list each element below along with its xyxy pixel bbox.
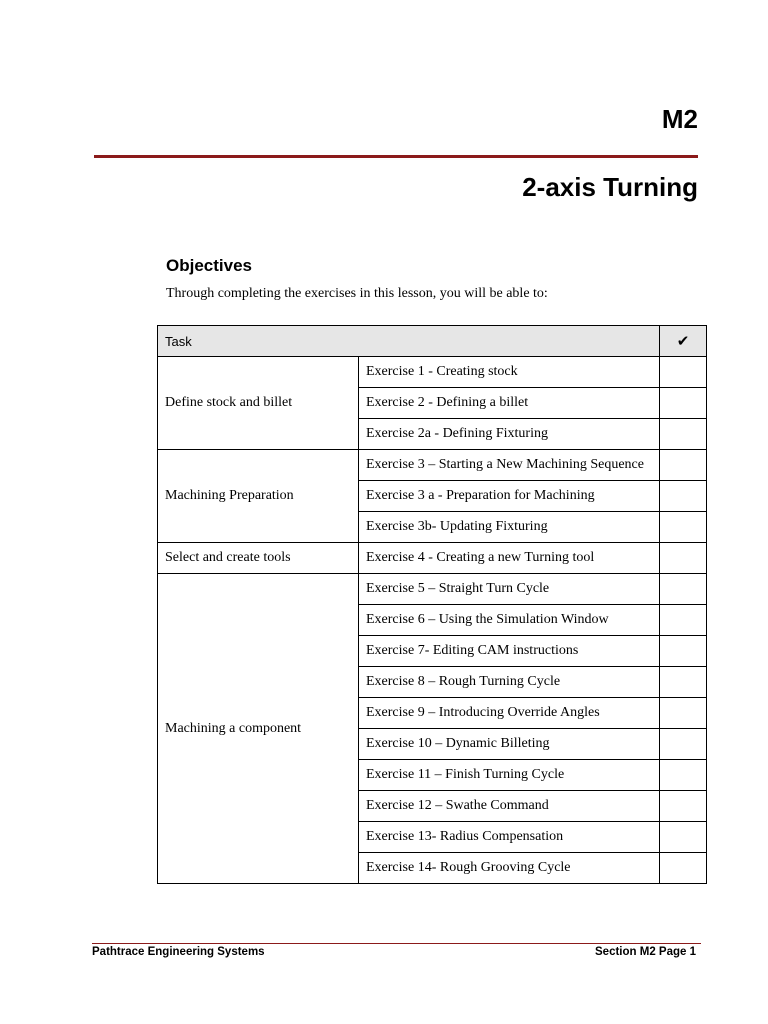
checkbox-cell[interactable] bbox=[660, 605, 707, 636]
exercise-cell: Exercise 2 - Defining a billet bbox=[359, 388, 660, 419]
section-code: M2 bbox=[661, 104, 698, 134]
checkbox-cell[interactable] bbox=[660, 853, 707, 884]
exercise-cell: Exercise 12 – Swathe Command bbox=[359, 791, 660, 822]
objectives-heading: Objectives bbox=[166, 256, 252, 275]
checkbox-cell[interactable] bbox=[660, 667, 707, 698]
exercise-cell: Exercise 3b- Updating Fixturing bbox=[359, 512, 660, 543]
exercise-cell: Exercise 13- Radius Compensation bbox=[359, 822, 660, 853]
checkbox-cell[interactable] bbox=[660, 481, 707, 512]
checkbox-cell[interactable] bbox=[660, 791, 707, 822]
exercise-cell: Exercise 3 – Starting a New Machining Sequence bbox=[359, 450, 660, 481]
exercise-cell: Exercise 10 – Dynamic Billeting bbox=[359, 729, 660, 760]
table-row bbox=[158, 574, 707, 605]
checkbox-cell[interactable] bbox=[660, 822, 707, 853]
objectives-intro: Through completing the exercises in this lesson, you will be able to: bbox=[166, 286, 548, 301]
table-header-row bbox=[158, 326, 707, 357]
exercise-cell: Exercise 4 - Creating a new Turning tool bbox=[359, 543, 660, 574]
exercise-cell: Exercise 9 – Introducing Override Angles bbox=[359, 698, 660, 729]
footer-page-label: Section M2 Page 1 bbox=[595, 946, 696, 958]
checkbox-cell[interactable] bbox=[660, 450, 707, 481]
checkmark-column-header: ✔ bbox=[660, 326, 707, 357]
table-body bbox=[158, 357, 707, 884]
table-row bbox=[158, 357, 707, 388]
checkbox-cell[interactable] bbox=[660, 388, 707, 419]
checkbox-cell[interactable] bbox=[660, 574, 707, 605]
task-column-header: Task bbox=[158, 326, 660, 357]
exercise-cell: Exercise 14- Rough Grooving Cycle bbox=[359, 853, 660, 884]
checkbox-cell[interactable] bbox=[660, 543, 707, 574]
exercise-cell: Exercise 3 a - Preparation for Machining bbox=[359, 481, 660, 512]
checkbox-cell[interactable] bbox=[660, 636, 707, 667]
checkbox-cell[interactable] bbox=[660, 357, 707, 388]
footer-company: Pathtrace Engineering Systems bbox=[92, 946, 265, 958]
table-row bbox=[158, 450, 707, 481]
exercise-cell: Exercise 7- Editing CAM instructions bbox=[359, 636, 660, 667]
checkbox-cell[interactable] bbox=[660, 729, 707, 760]
title-rule bbox=[94, 155, 698, 158]
exercise-cell: Exercise 8 – Rough Turning Cycle bbox=[359, 667, 660, 698]
footer-rule bbox=[92, 943, 701, 944]
checkbox-cell[interactable] bbox=[660, 419, 707, 450]
checkbox-cell[interactable] bbox=[660, 512, 707, 543]
exercise-cell: Exercise 5 – Straight Turn Cycle bbox=[359, 574, 660, 605]
task-cell: Machining Preparation bbox=[158, 450, 359, 543]
checkbox-cell[interactable] bbox=[660, 698, 707, 729]
page-title: 2-axis Turning bbox=[522, 172, 698, 202]
checkbox-cell[interactable] bbox=[660, 760, 707, 791]
task-cell: Select and create tools bbox=[158, 543, 359, 574]
exercise-cell: Exercise 2a - Defining Fixturing bbox=[359, 419, 660, 450]
table-row bbox=[158, 543, 707, 574]
exercise-cell: Exercise 11 – Finish Turning Cycle bbox=[359, 760, 660, 791]
task-cell: Define stock and billet bbox=[158, 357, 359, 450]
exercise-cell: Exercise 6 – Using the Simulation Window bbox=[359, 605, 660, 636]
exercise-cell: Exercise 1 - Creating stock bbox=[359, 357, 660, 388]
objectives-table bbox=[157, 325, 707, 884]
task-cell: Machining a component bbox=[158, 574, 359, 884]
